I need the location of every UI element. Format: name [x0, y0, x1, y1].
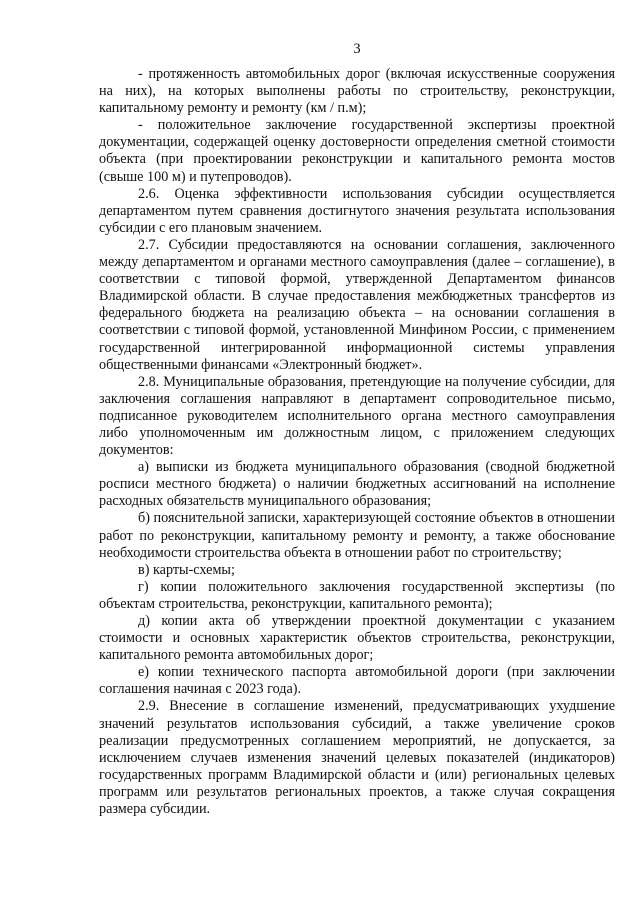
paragraph-item-g: г) копии положительного заключения государственной экспертизы (по объектам строительства, реконструкции, капитального ремонта); [99, 578, 615, 612]
paragraph-item-a: а) выписки из бюджета муниципального образования (сводной бюджетной росписи местного бюджета) о наличии бюджетных ассигнований на исполнение расходных обязательств муниципального образования; [99, 459, 615, 510]
paragraph-item-v: в) карты-схемы; [138, 561, 235, 578]
paragraph-2-9: 2.9. Внесение в соглашение изменений, предусматривающих ухудшение значений результатов использования субсидий, а также увеличение сроков реализации предусмотренных соглашением мероприятий, не допускается, за исключением случаев изменения значений целевых показателей (индикаторов) государственных программ Владимирской области и (или) региональных целевых программ или результатов региональных проектов, а также случая сокращения размера субсидии. [99, 698, 615, 818]
paragraph-item-e: е) копии технического паспорта автомобильной дороги (при заключении соглашения начиная с 2023 года). [99, 664, 615, 698]
paragraph-item-b: б) пояснительной записки, характеризующей состояние объектов в отношении работ по реконструкции, капитальному ремонту и ремонту, а также обоснование необходимости строительства объекта в отношении работ по строительству; [99, 510, 615, 561]
paragraph-item-d: д) копии акта об утверждении проектной документации с указанием стоимости и основных характеристик объектов строительства, реконструкции, капитального ремонта автомобильных дорог; [99, 613, 615, 664]
paragraph-2-6: 2.6. Оценка эффективности использования субсидии осуществляется департаментом путем сравнения достигнутого значения результата использования субсидии с его плановым значением. [99, 185, 615, 236]
paragraph-road-length: - протяженность автомобильных дорог (включая искусственные сооружения на них), на которых выполнены работы по строительству, реконструкции, капитальному ремонту и ремонту (км / п.м); [99, 66, 615, 117]
paragraph-2-8: 2.8. Муниципальные образования, претендующие на получение субсидии, для заключения соглашения направляют в департамент сопроводительное письмо, подписанное руководителем исполнительного органа местного самоуправления либо уполномоченным им должностным лицом, с приложением следующих документов: [99, 373, 615, 459]
paragraph-expertise-conclusion: - положительное заключение государственной экспертизы проектной документации, содержащей оценку достоверности определения сметной стоимости объекта (при проектировании реконструкции и капитального ремонта мостов (свыше 100 м) и путепроводов). [99, 117, 615, 185]
paragraph-2-7: 2.7. Субсидии предоставляются на основании соглашения, заключенного между департаментом и органами местного самоуправления (далее – соглашение), в соответствии с типовой формой, утвержденной Департаментом финансов Владимирской области. В случае предоставления межбюджетных трансфертов из федерального бюджета на реализацию объекта – на основании соглашения в соответствии с типовой формой, установленной Минфином России, с применением государственной интегрированной информационной системы управления общественными финансами «Электронный бюджет». [99, 236, 615, 373]
document-page [99, 40, 615, 818]
page-number: 3 [353, 41, 361, 57]
